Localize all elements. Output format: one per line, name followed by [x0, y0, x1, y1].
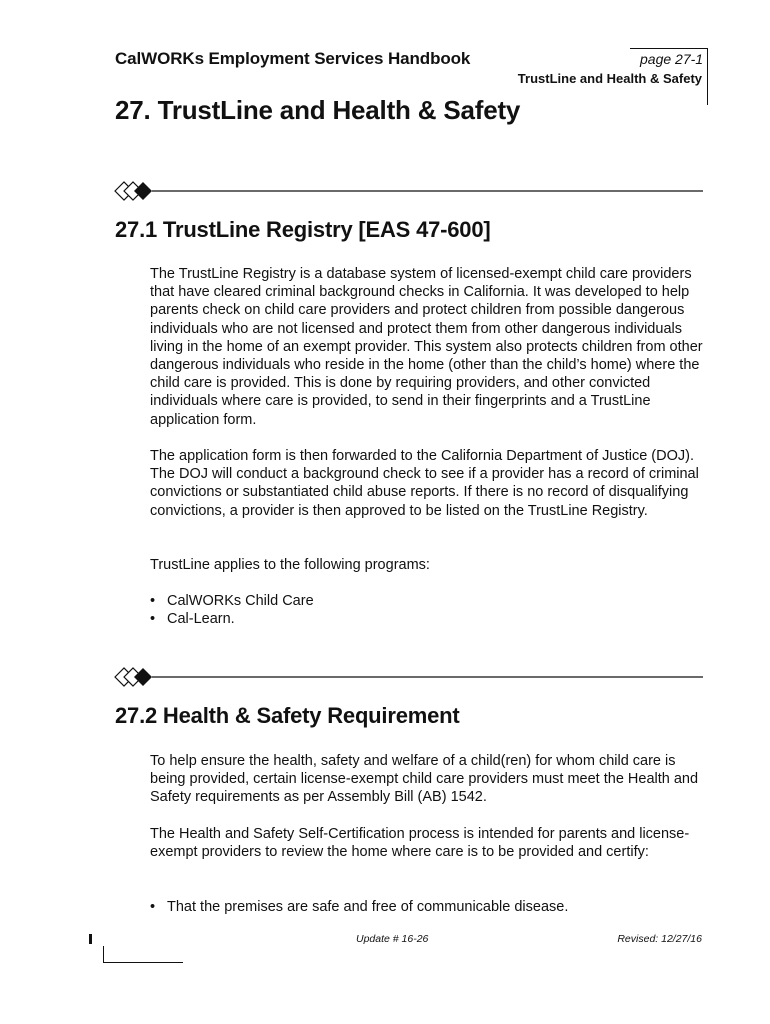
chapter-title: 27. TrustLine and Health & Safety	[115, 95, 521, 125]
corner-mark-vertical	[103, 946, 104, 963]
health-safety-paragraph-1: To help ensure the health, safety and welfare of a child(ren) for whom child care is being provided, certain license-exempt child care providers must meet the Health and Safety requirements as per Assembly Bill (AB) 1542.	[150, 753, 699, 806]
health-safety-paragraph-2: The Health and Safety Self-Certification process is intended for parents and license-exempt providers to review the home where care is to be provided and certify:	[150, 826, 690, 861]
self-certification-list	[150, 898, 705, 916]
revised-date: Revised: 12/27/16	[617, 933, 702, 945]
section-title-health-safety: 27.2 Health & Safety Requirement	[115, 703, 460, 728]
trustline-paragraph-3: TrustLine applies to the following programs:	[150, 557, 430, 573]
page-number: page 27-1	[640, 51, 704, 67]
corner-mark-horizontal	[103, 962, 183, 963]
update-number: Update # 16-26	[356, 933, 429, 945]
revision-bar	[89, 934, 92, 944]
section-divider-diamonds-icon	[113, 666, 705, 688]
list-item: • That the premises are safe and free of communicable disease.	[150, 898, 705, 916]
trustline-paragraph-1: The TrustLine Registry is a database system of licensed-exempt child care providers that have cleared criminal background checks in California. It was developed to help parents check on child care providers and protect children from possible dangerous individuals who are not licensed and protect them from other dangerous individuals living in the home of an exempt provider. This system also protects children from other dangerous individuals who reside in the home (other than the child’s home) where the child care is provided. This is done by requiring providers, and other convicted individuals where care is provided, to send in their fingerprints and a TrustLine application form.	[150, 266, 703, 428]
running-chapter-title: TrustLine and Health & Safety	[517, 71, 702, 86]
page-box-top-rule	[630, 48, 708, 49]
section-divider-diamonds-icon	[113, 180, 705, 202]
trustline-program-list	[150, 592, 705, 628]
trustline-paragraph-2: The application form is then forwarded to the California Department of Justice (DOJ). The DOJ will conduct a background check to see if a provider has a record of criminal convictions or substantiated child abuse reports. If there is no record of disqualifying convictions, a provider is then approved to be listed on the TrustLine Registry.	[150, 448, 699, 519]
list-item: • Cal-Learn.	[150, 610, 705, 628]
list-item: • CalWORKs Child Care	[150, 592, 705, 610]
handbook-title: CalWORKs Employment Services Handbook	[115, 49, 471, 68]
page-box-right-rule	[707, 48, 708, 105]
section-title-trustline-registry: 27.1 TrustLine Registry [EAS 47-600]	[115, 217, 491, 242]
